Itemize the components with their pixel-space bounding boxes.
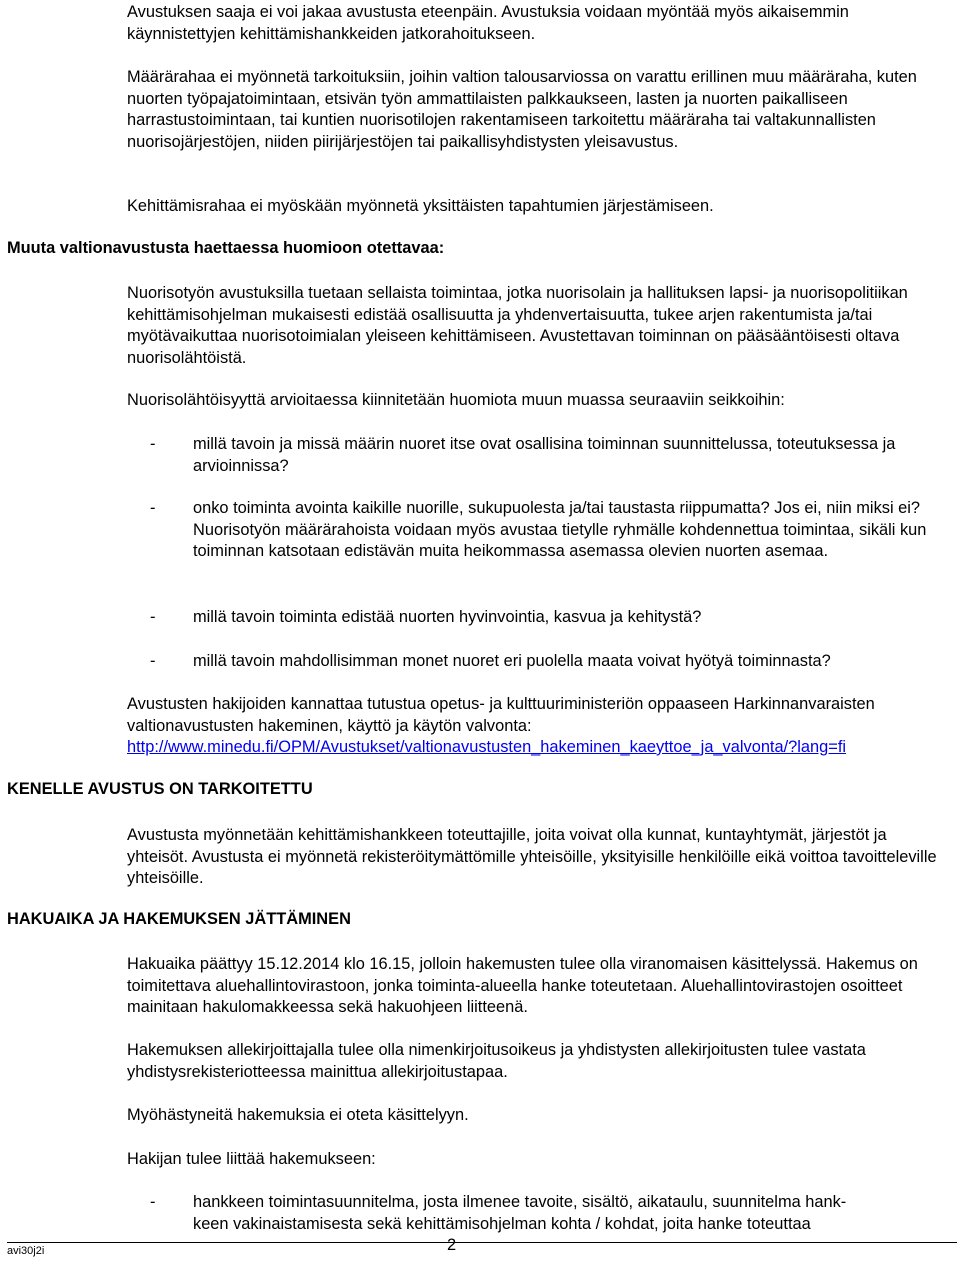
list-item — [150, 607, 950, 629]
heading-target-group: KENELLE AVUSTUS ON TARKOITETTU — [7, 780, 313, 798]
list-item-text: onko toiminta avointa kaikille nuorille, sukupuolesta ja/tai taustasta riippumatta? Jos ei, niin miksi ei? Nuorisotyön määrärahoista voidaan myös avustaa tietylle ryhmälle kohdennettua toimintaa, sikäli kun toiminnan katsotaan edistävän muita heikommassa asemassa olevien nuorten asemaa. — [193, 499, 927, 560]
heading-other-considerations: Muuta valtionavustusta haettaessa huomioon otettavaa: — [7, 239, 445, 257]
list-item — [150, 651, 950, 673]
paragraph-eligible-applicants: Avustusta myönnetään kehittämishankkeen toteuttajille, joita voivat olla kunnat, kuntayhtymät, järjestöt ja yhteisöt. Avustusta ei myönnetä rekisteröitymättömille yhteisöille, yksityisille henkilöille eikä voittoa tavoitteleville yhteisöille. — [127, 826, 937, 887]
paragraph-youth-orientation: Nuorisolähtöisyyttä arvioitaessa kiinnitetään huomiota muun muassa seuraaviin seikkoihin: — [127, 391, 785, 409]
list-dash: - — [150, 1193, 156, 1211]
page-number: 2 — [447, 1236, 457, 1254]
paragraph-excluded-purposes: Määrärahaa ei myönnetä tarkoituksiin, joihin valtion talousarviossa on varattu erillinen muu määräraha, kuten nuorten työpajatoimintaan, etsivän työn ammattilaisten palkkaukseen, lasten ja nuorten paikalliseen harrastustoimintaan, tai kuntien nuorisotilojen rakentamiseen tarkoitettu määräraha tai valtakunnallisten nuorisojärjestöjen, niiden piirijärjestöjen tai paikallisyhdistysten yleisavustus. — [127, 68, 917, 151]
paragraph-guide-reference: Avustusten hakijoiden kannattaa tutustua opetus- ja kulttuuriministeriön oppaaseen Harkinnanvaraisten valtionavustusten hakeminen, käyttö ja käytön valvonta: — [127, 695, 875, 735]
paragraph-late-applications: Myöhästyneitä hakemuksia ei oteta käsittelyyn. — [127, 1106, 469, 1124]
paragraph-no-single-events: Kehittämisrahaa ei myöskään myönnetä yksittäisten tapahtumien järjestämiseen. — [127, 197, 714, 215]
list-item-text: millä tavoin toiminta edistää nuorten hyvinvointia, kasvua ja kehitystä? — [193, 608, 702, 626]
list-item — [150, 1192, 950, 1235]
paragraph-attachments: Hakijan tulee liittää hakemukseen: — [127, 1150, 376, 1168]
paragraph-signatory: Hakemuksen allekirjoittajalla tulee olla nimenkirjoitusoikeus ja yhdistysten allekirjoitusten tulee vastata yhdistysrekisteriotteessa mainittua allekirjoitustapaa. — [127, 1041, 866, 1081]
paragraph-funding-transfer: Avustuksen saaja ei voi jakaa avustusta eteenpäin. Avustuksia voidaan myöntää myös aikaisemmin käynnistettyjen kehittämishankkeiden jatkorahoitukseen. — [127, 3, 849, 43]
list-dash: - — [150, 652, 156, 670]
list-dash: - — [150, 608, 156, 626]
paragraph-youth-work-support: Nuorisotyön avustuksilla tuetaan sellaista toimintaa, jotka nuorisolain ja hallituksen lapsi- ja nuorisopolitiikan kehittämisohjelman mukaisesti edistää osallisuutta ja yhdenvertaisuutta, tukee arjen rakentumista ja/tai myötävaikuttaa nuorisotoimialan yleiseen kehittämiseen. Avustettavan toiminnan on pääsääntöisesti oltava nuorisolähtöistä. — [127, 284, 908, 367]
heading-application-period: HAKUAIKA JA HAKEMUKSEN JÄTTÄMINEN — [7, 910, 351, 928]
list-item — [150, 498, 950, 563]
list-item-text-line2: keen vakinaistamisesta sekä kehittämisohjelman kohta / kohdat, joita hanke toteuttaa — [193, 1214, 811, 1233]
list-dash: - — [150, 435, 156, 453]
list-item-text: millä tavoin ja missä määrin nuoret itse ovat osallisina toiminnan suunnittelussa, toteutuksessa ja arvioinnissa? — [193, 435, 896, 475]
paragraph-deadline: Hakuaika päättyy 15.12.2014 klo 16.15, jolloin hakemusten tulee olla viranomaisen käsittelyssä. Hakemus on toimitettava aluehallintovirastoon, jonka toiminta-alueella hanke toteutetaan. Aluehallintovirastojen osoitteet mainitaan hakulomakkeessa sekä hakuohjeen liitteenä. — [127, 955, 918, 1016]
footer-doc-code: avi30j2i — [7, 1245, 45, 1257]
footer-divider — [7, 1242, 957, 1243]
list-item — [150, 434, 950, 477]
list-dash: - — [150, 499, 156, 517]
list-item-text: millä tavoin mahdollisimman monet nuoret eri puolella maata voivat hyötyä toiminnasta? — [193, 652, 831, 670]
guide-link[interactable]: http://www.minedu.fi/OPM/Avustukset/valtionavustusten_hakeminen_kaeyttoe_ja_valvonta/?lang=fi — [127, 738, 847, 756]
list-item-text-line1: hankkeen toimintasuunnitelma, josta ilmenee tavoite, sisältö, aikataulu, suunnitelma hank- — [193, 1193, 847, 1211]
